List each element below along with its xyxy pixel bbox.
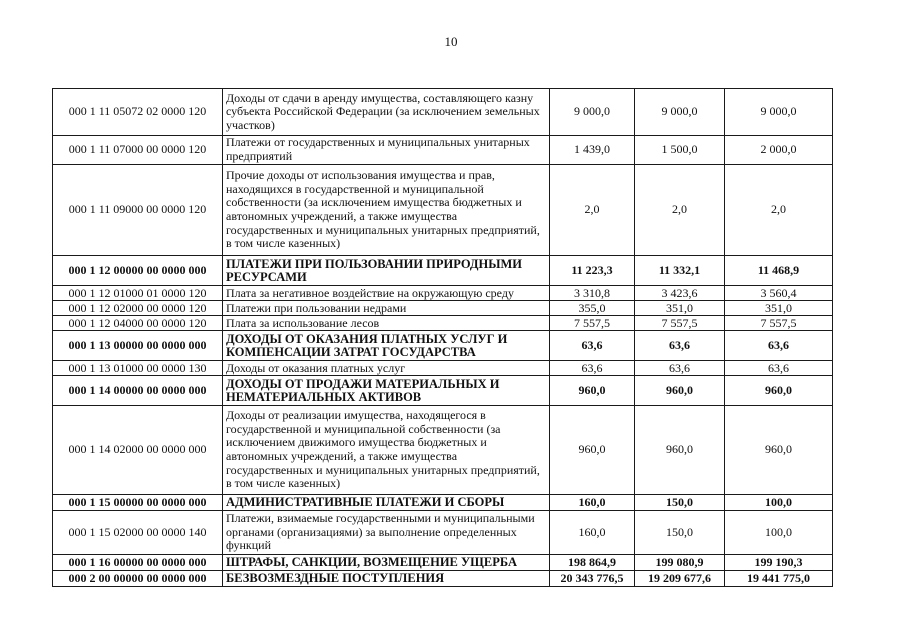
table-row [53, 571, 833, 587]
value-year3-cell: 2,0 [725, 165, 833, 256]
value-year2-cell: 199 080,9 [635, 555, 725, 571]
value-year2-cell: 63,6 [635, 361, 725, 376]
budget-code-cell: 000 1 12 02000 00 0000 120 [53, 301, 223, 316]
value-year2-cell: 960,0 [635, 406, 725, 495]
value-year1-cell: 11 223,3 [550, 256, 635, 286]
revenue-table [52, 88, 833, 587]
value-year1-cell: 63,6 [550, 331, 635, 361]
table-row [53, 136, 833, 165]
value-year3-cell: 199 190,3 [725, 555, 833, 571]
revenue-name-cell: Плата за использование лесов [223, 316, 550, 331]
budget-code-cell: 000 1 14 00000 00 0000 000 [53, 376, 223, 406]
budget-code-cell: 000 1 15 02000 00 0000 140 [53, 511, 223, 555]
budget-code-cell: 000 1 12 04000 00 0000 120 [53, 316, 223, 331]
table-row [53, 495, 833, 511]
budget-code-cell: 000 1 12 01000 01 0000 120 [53, 286, 223, 301]
revenue-name-cell: ДОХОДЫ ОТ ОКАЗАНИЯ ПЛАТНЫХ УСЛУГ И КОМПЕНСАЦИИ ЗАТРАТ ГОСУДАРСТВА [223, 331, 550, 361]
budget-code-cell: 000 1 11 07000 00 0000 120 [53, 136, 223, 165]
value-year2-cell: 2,0 [635, 165, 725, 256]
budget-code-cell: 000 1 11 09000 00 0000 120 [53, 165, 223, 256]
table-row [53, 165, 833, 256]
revenue-name-cell: Плата за негативное воздействие на окружающую среду [223, 286, 550, 301]
value-year2-cell: 150,0 [635, 511, 725, 555]
revenue-name-cell: ПЛАТЕЖИ ПРИ ПОЛЬЗОВАНИИ ПРИРОДНЫМИ РЕСУРСАМИ [223, 256, 550, 286]
value-year3-cell: 9 000,0 [725, 89, 833, 136]
table-row [53, 361, 833, 376]
page-number: 10 [444, 34, 458, 49]
value-year3-cell: 7 557,5 [725, 316, 833, 331]
value-year2-cell: 1 500,0 [635, 136, 725, 165]
value-year2-cell: 960,0 [635, 376, 725, 406]
value-year2-cell: 150,0 [635, 495, 725, 511]
value-year1-cell: 20 343 776,5 [550, 571, 635, 587]
value-year3-cell: 960,0 [725, 376, 833, 406]
revenue-name-cell: БЕЗВОЗМЕЗДНЫЕ ПОСТУПЛЕНИЯ [223, 571, 550, 587]
value-year1-cell: 9 000,0 [550, 89, 635, 136]
value-year3-cell: 100,0 [725, 495, 833, 511]
value-year2-cell: 351,0 [635, 301, 725, 316]
budget-code-cell: 000 2 00 00000 00 0000 000 [53, 571, 223, 587]
revenue-name-cell: ДОХОДЫ ОТ ПРОДАЖИ МАТЕРИАЛЬНЫХ И НЕМАТЕРИАЛЬНЫХ АКТИВОВ [223, 376, 550, 406]
table-row [53, 555, 833, 571]
table-row [53, 256, 833, 286]
revenue-name-cell: Платежи, взимаемые государственными и муниципальными органами (организациями) за выполнение определенных функций [223, 511, 550, 555]
revenue-name-cell: ШТРАФЫ, САНКЦИИ, ВОЗМЕЩЕНИЕ УЩЕРБА [223, 555, 550, 571]
value-year3-cell: 3 560,4 [725, 286, 833, 301]
value-year1-cell: 355,0 [550, 301, 635, 316]
table-row [53, 286, 833, 301]
value-year2-cell: 9 000,0 [635, 89, 725, 136]
value-year1-cell: 1 439,0 [550, 136, 635, 165]
revenue-name-cell: Доходы от сдачи в аренду имущества, составляющего казну субъекта Российской Федерации (за исключением земельных участков) [223, 89, 550, 136]
value-year2-cell: 19 209 677,6 [635, 571, 725, 587]
value-year3-cell: 100,0 [725, 511, 833, 555]
value-year2-cell: 63,6 [635, 331, 725, 361]
value-year1-cell: 3 310,8 [550, 286, 635, 301]
table-row [53, 376, 833, 406]
value-year1-cell: 198 864,9 [550, 555, 635, 571]
revenue-name-cell: Платежи при пользовании недрами [223, 301, 550, 316]
value-year1-cell: 7 557,5 [550, 316, 635, 331]
value-year3-cell: 2 000,0 [725, 136, 833, 165]
revenue-name-cell: Прочие доходы от использования имущества и прав, находящихся в государственной и муниципальной собственности (за исключением имущества бюджетных и автономных учреждений, а также имущества государственных и муниципальных унитарных предприятий, в том числе казенных) [223, 165, 550, 256]
value-year3-cell: 63,6 [725, 331, 833, 361]
value-year1-cell: 960,0 [550, 376, 635, 406]
value-year3-cell: 11 468,9 [725, 256, 833, 286]
value-year1-cell: 63,6 [550, 361, 635, 376]
table-row [53, 511, 833, 555]
table-row [53, 331, 833, 361]
table-row [53, 89, 833, 136]
budget-code-cell: 000 1 11 05072 02 0000 120 [53, 89, 223, 136]
table-row [53, 406, 833, 495]
revenue-name-cell: Доходы от оказания платных услуг [223, 361, 550, 376]
value-year3-cell: 19 441 775,0 [725, 571, 833, 587]
table-row [53, 316, 833, 331]
revenue-name-cell: АДМИНИСТРАТИВНЫЕ ПЛАТЕЖИ И СБОРЫ [223, 495, 550, 511]
revenue-name-cell: Платежи от государственных и муниципальных унитарных предприятий [223, 136, 550, 165]
budget-code-cell: 000 1 15 00000 00 0000 000 [53, 495, 223, 511]
budget-code-cell: 000 1 13 01000 00 0000 130 [53, 361, 223, 376]
value-year1-cell: 2,0 [550, 165, 635, 256]
value-year3-cell: 63,6 [725, 361, 833, 376]
value-year3-cell: 960,0 [725, 406, 833, 495]
value-year2-cell: 7 557,5 [635, 316, 725, 331]
value-year1-cell: 160,0 [550, 511, 635, 555]
value-year2-cell: 11 332,1 [635, 256, 725, 286]
value-year1-cell: 160,0 [550, 495, 635, 511]
value-year3-cell: 351,0 [725, 301, 833, 316]
budget-code-cell: 000 1 13 00000 00 0000 000 [53, 331, 223, 361]
value-year1-cell: 960,0 [550, 406, 635, 495]
budget-code-cell: 000 1 12 00000 00 0000 000 [53, 256, 223, 286]
table-row [53, 301, 833, 316]
budget-code-cell: 000 1 14 02000 00 0000 000 [53, 406, 223, 495]
revenue-name-cell: Доходы от реализации имущества, находящегося в государственной и муниципальной собственности (за исключением движимого имущества бюджетных и автономных учреждений, а также имущества государственных и муниципальных унитарных предприятий, в том числе казенных) [223, 406, 550, 495]
value-year2-cell: 3 423,6 [635, 286, 725, 301]
budget-code-cell: 000 1 16 00000 00 0000 000 [53, 555, 223, 571]
